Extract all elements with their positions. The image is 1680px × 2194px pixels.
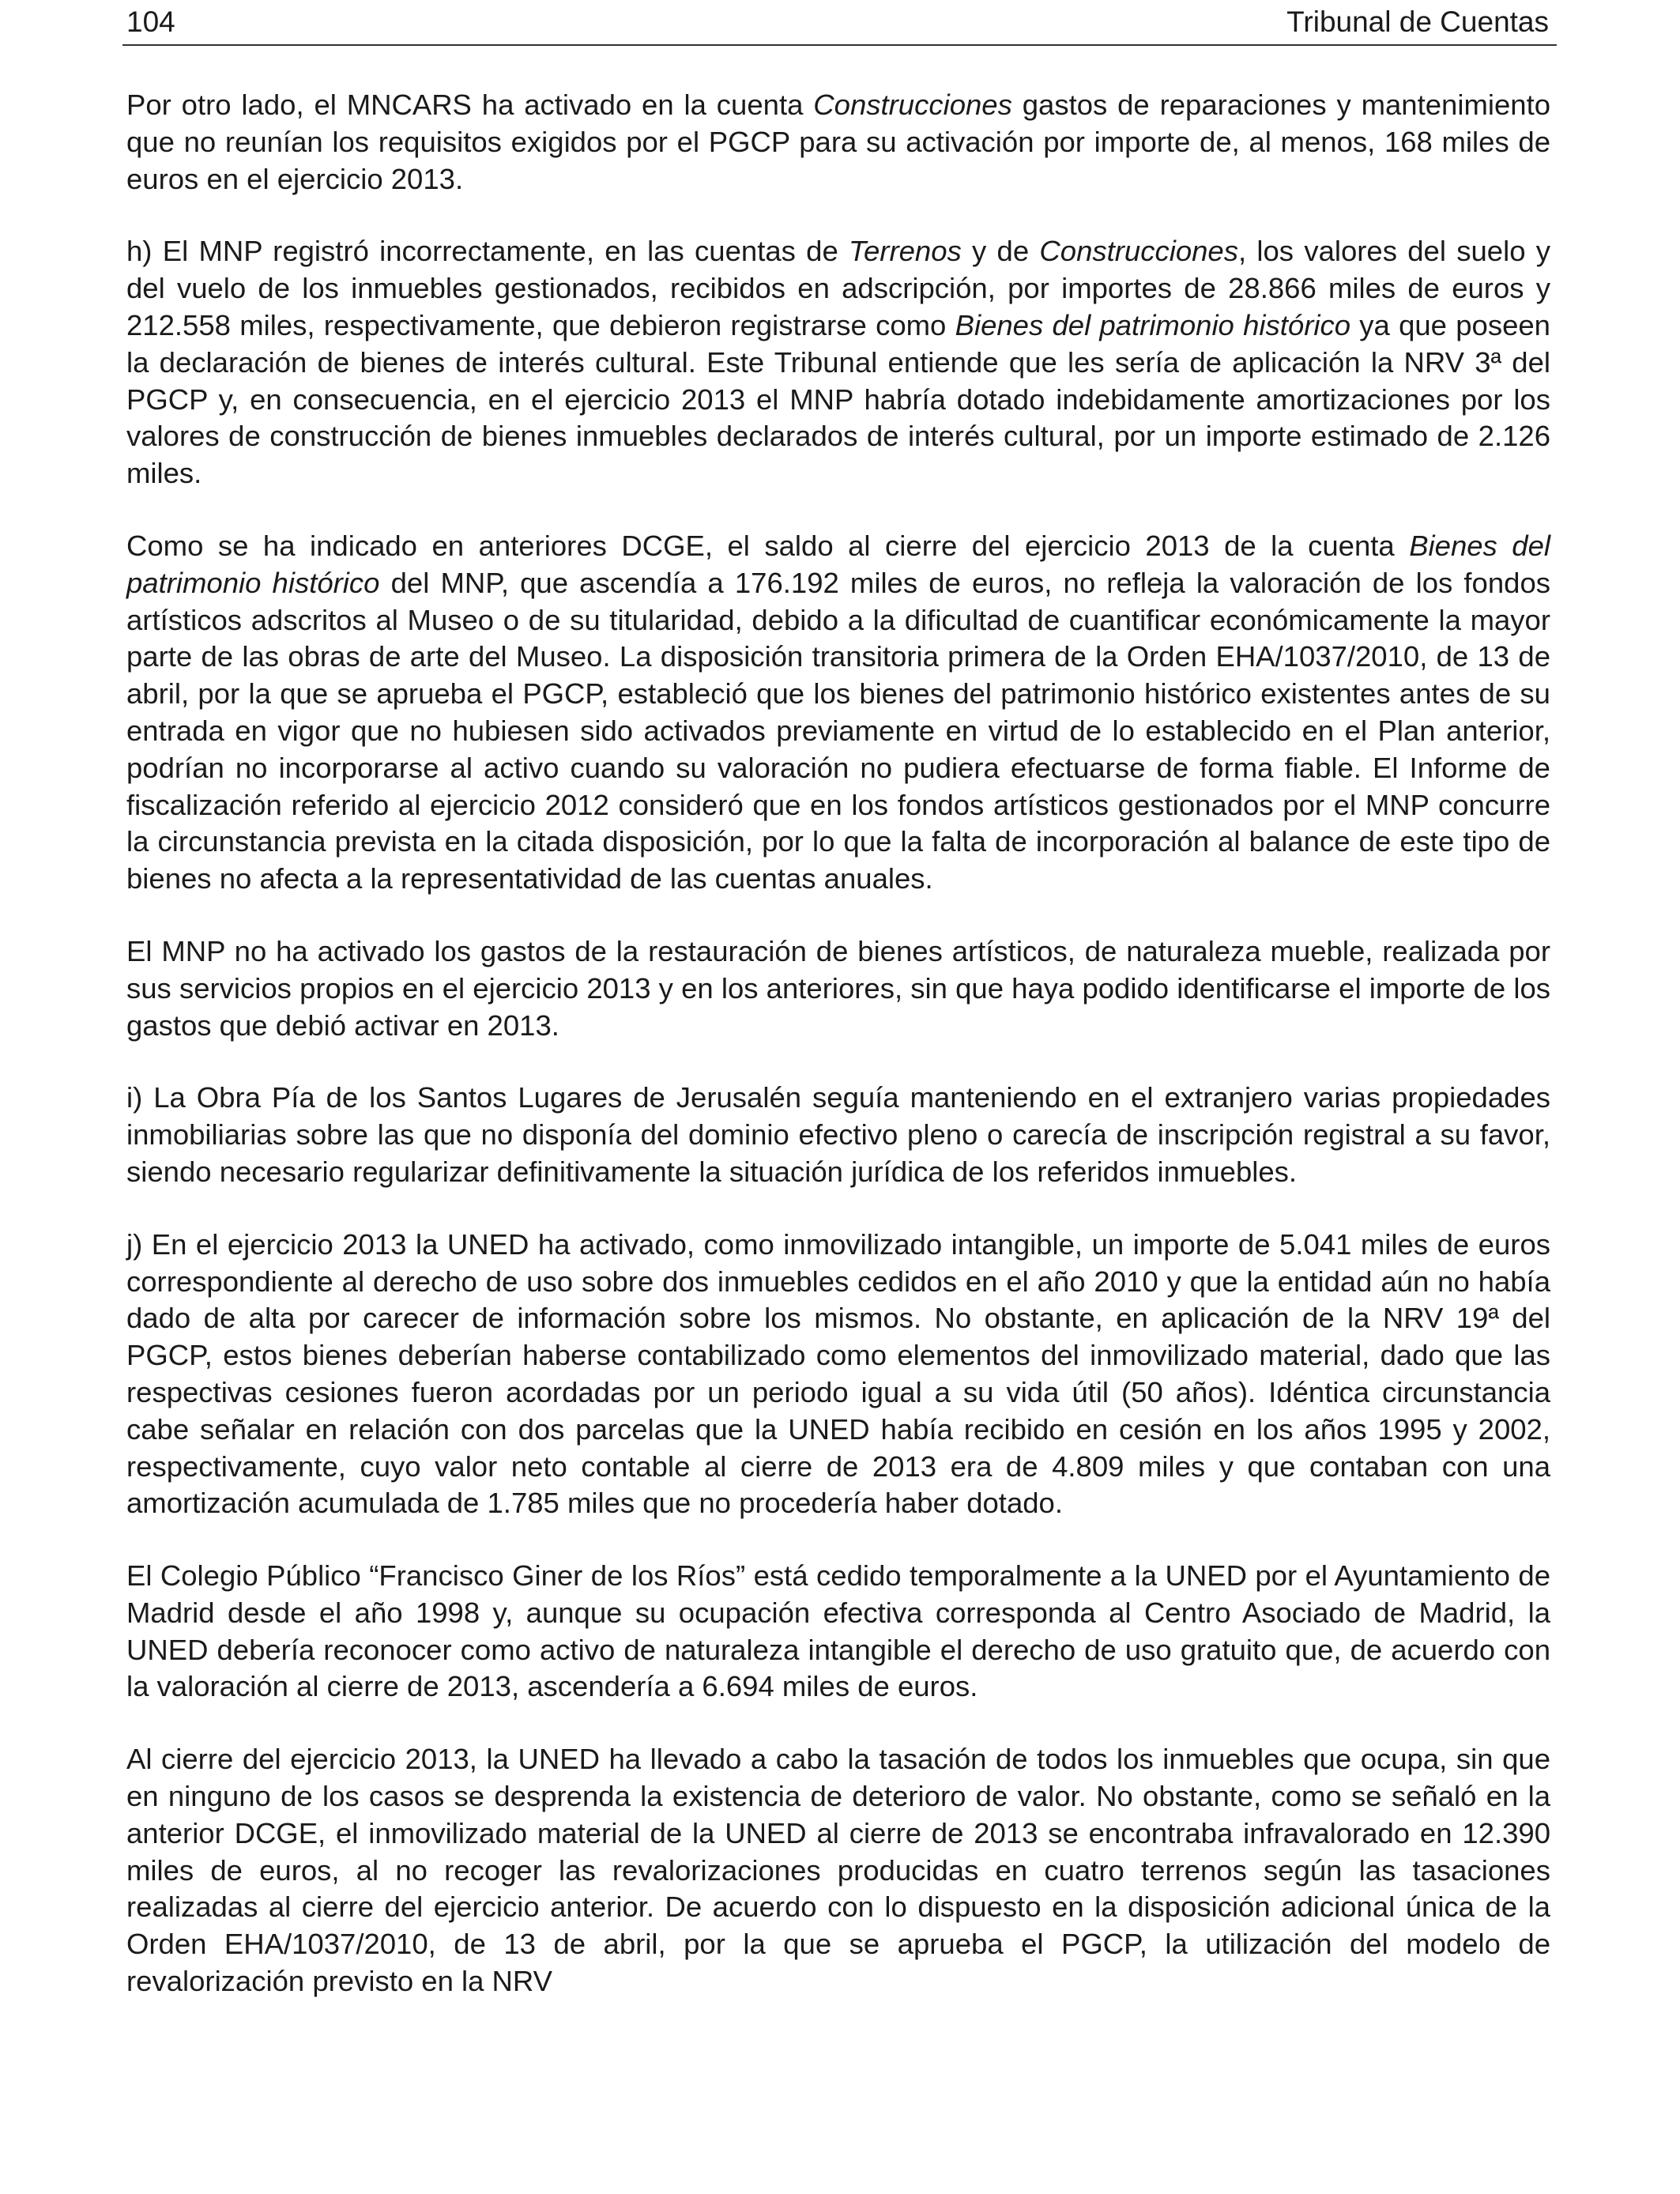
paragraph — [126, 1080, 1550, 1190]
paragraph — [126, 1558, 1550, 1706]
paragraph — [126, 933, 1550, 1044]
paragraph — [126, 1227, 1550, 1522]
italic-text: Construcciones — [813, 89, 1012, 121]
italic-text: Terrenos — [849, 235, 962, 268]
paragraph-text: j) En el ejercicio 2013 la UNED ha activado, como inmovilizado intangible, un importe de 5.041 miles de euros correspondiente al derecho de uso sobre dos inmuebles cedidos en el año 2010 y que la entidad aún no había dado de alta por carecer de información sobre los mismos. No obstante, en aplicación de la NRV 19ª del PGCP, estos bienes deberían haberse contabilizado como elementos del inmovilizado material, dado que las respectivas cesiones fueron acordadas por un periodo igual a su vida útil (50 años). Idéntica circunstancia cabe señalar en relación con dos parcelas que la UNED había recibido en cesión en los años 1995 y 2002, respectivamente, cuyo valor neto contable al cierre de 2013 era de 4.809 miles y que contaban con una amortización acumulada de 1.785 miles que no procedería haber dotado. — [126, 1227, 1550, 1520]
page-header — [122, 0, 1557, 46]
paragraph — [126, 1741, 1550, 2000]
italic-text: Construcciones — [1039, 235, 1238, 268]
paragraph-text: Al cierre del ejercicio 2013, la UNED ha llevado a cabo la tasación de todos los inmuebles que ocupa, sin que en ninguno de los casos se desprenda la existencia de deterioro de valor. No obstante, como se señaló en la anterior DCGE, el inmovilizado material de la UNED al cierre de 2013 se encontraba infravalorado en 12.390 miles de euros, al no recoger las revalorizaciones producidas en cuatro terrenos según las tasaciones realizadas al cierre del ejercicio anterior. De acuerdo con lo dispuesto en la disposición adicional única de la Orden EHA/1037/2010, de 13 de abril, por la que se aprueba el PGCP, la utilización del modelo de revalorización previsto en la NRV — [126, 1743, 1550, 1998]
paragraph — [126, 528, 1550, 898]
document-body — [126, 87, 1550, 2000]
paragraph — [126, 233, 1550, 492]
paragraph-text: i) La Obra Pía de los Santos Lugares de Jerusalén seguía manteniendo en el extranjero varias propiedades inmobiliarias sobre las que no disponía del dominio efectivo pleno o carecía de inscripción registral a su favor, siendo necesario regularizar definitivamente la situación jurídica de los referidos inmuebles. — [126, 1081, 1550, 1188]
paragraph-text: El Colegio Público “Francisco Giner de los Ríos” está cedido temporalmente a la UNED por el Ayuntamiento de Madrid desde el año 1998 y, aunque su ocupación efectiva corresponda al Centro Asociado de Madrid, la UNED debería reconocer como activo de naturaleza intangible el derecho de uso gratuito que, de acuerdo con la valoración al cierre de 2013, ascendería a 6.694 miles de euros. — [126, 1559, 1550, 1703]
paragraph-text: ya que poseen la declaración de bienes de interés cultural. Este Tribunal entiende que les sería de aplicación la NRV 3ª del PGCP y, en consecuencia, en el ejercicio 2013 el MNP habría dotado indebidamente amortizaciones por los valores de construcción de bienes inmuebles declarados de interés cultural, por un importe estimado de 2.126 miles. — [126, 308, 1550, 490]
paragraph-text: gastos de reparaciones y mantenimiento que no reunían los requisitos exigidos por el PGCP para su activación por importe de, al menos, 168 miles de euros en el ejercicio 2013. — [126, 89, 1551, 195]
paragraph-text: Por otro lado, el MNCARS ha activado en la cuenta — [126, 89, 814, 121]
italic-text: Bienes del patrimonio histórico — [126, 529, 1550, 599]
italic-text: Bienes del patrimonio histórico — [955, 308, 1351, 341]
paragraph-text: del MNP, que ascendía a 176.192 miles de euros, no refleja la valoración de los fondos artísticos adscritos al Museo o de su titularidad, debido a la dificultad de cuantificar económicamente la mayor parte de las obras de arte del Museo. La disposición transitoria primera de la Orden EHA/1037/2010, de 13 de abril, por la que se aprueba el PGCP, estableció que los bienes del patrimonio histórico existentes antes de su entrada en vigor que no hubiesen sido activados previamente en virtud de lo establecido en el Plan anterior, podrían no incorporarse al activo cuando su valoración no pudiera efectuarse de forma fiable. El Informe de fiscalización referido al ejercicio 2012 consideró que en los fondos artísticos gestionados por el MNP concurre la circunstancia prevista en la citada disposición, por lo que la falta de incorporación al balance de este tipo de bienes no afecta a la representatividad de las cuentas anuales. — [126, 566, 1550, 895]
running-title: Tribunal de Cuentas — [1286, 6, 1549, 38]
paragraph-text: El MNP no ha activado los gastos de la restauración de bienes artísticos, de naturaleza mueble, realizada por sus servicios propios en el ejercicio 2013 y en los anteriores, sin que haya podido identificarse el importe de los gastos que debió activar en 2013. — [126, 934, 1550, 1042]
paragraph-text: y de — [961, 235, 1040, 268]
page-number: 104 — [126, 6, 175, 38]
paragraph-text: h) El MNP registró incorrectamente, en las cuentas de — [126, 235, 849, 268]
paragraph-text: , los valores del suelo y del vuelo de los inmuebles gestionados, recibidos en adscripción, por importes de 28.866 miles de euros y 212.558 miles, respectivamente, que debieron registrarse como — [126, 235, 1551, 341]
paragraph — [126, 87, 1550, 198]
paragraph-text: Como se ha indicado en anteriores DCGE, el saldo al cierre del ejercicio 2013 de la cuenta — [126, 529, 1410, 562]
